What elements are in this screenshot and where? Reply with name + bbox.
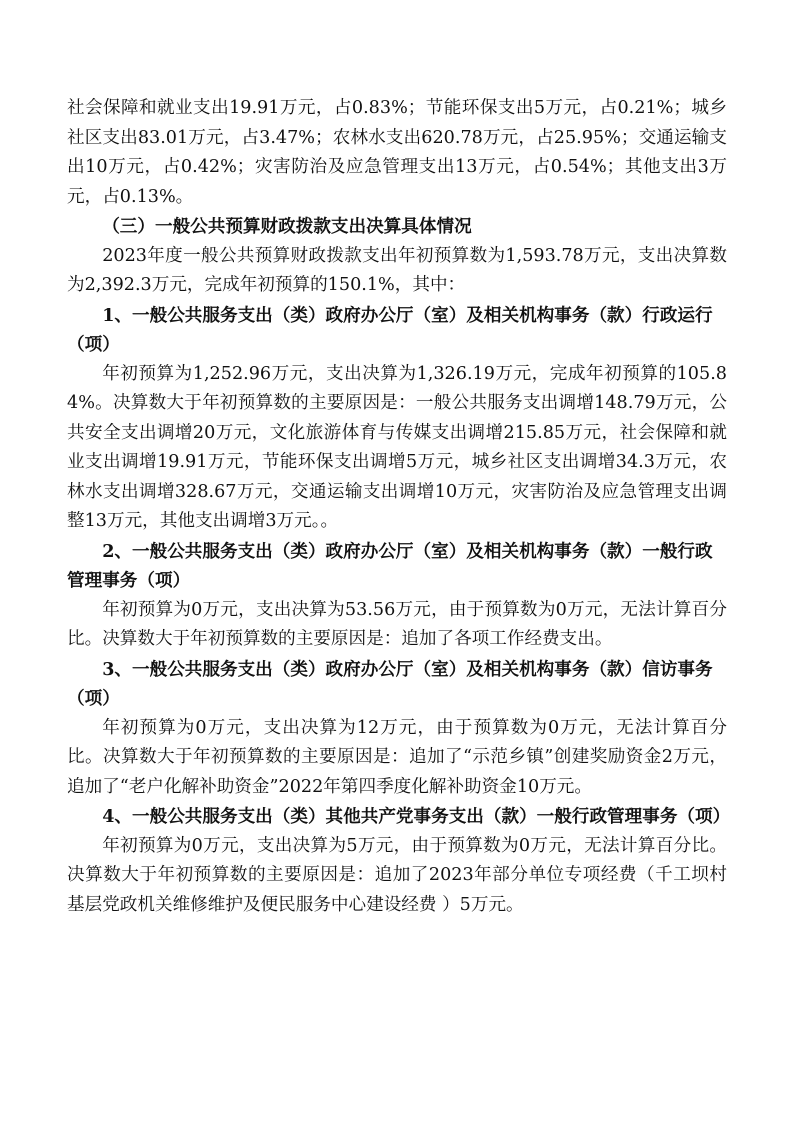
item-4 — [67, 802, 731, 920]
item-body: 年初预算为0万元，支出决算为12万元，由于预算数为0万元，无法计算百分比。决算数大于年初预算数的主要原因是：追加了“示范乡镇”创建奖励资金2万元，追加了“老户化解补助资金”2022年第四季度化解补助资金10万元。 — [67, 717, 727, 797]
item-3 — [67, 655, 727, 803]
intro-paragraph: 社会保障和就业支出19.91万元，占0.83%；节能环保支出5万元，占0.21%；城乡社区支出83.01万元，占3.47%；农林水支出620.78万元，占25.95%；交通运输支出10万元，占0.42%；灾害防治及应急管理支出13万元，占0.54%；其他支出3万元，占0.13%。 — [67, 98, 727, 207]
item-body: 年初预算为1,252.96万元，支出决算为1,326.19万元，完成年初预算的105.84%。决算数大于年初预算数的主要原因是：一般公共服务支出调增148.79万元，公共安全支出调增20万元，文化旅游体育与传媒支出调增215.85万元，社会保障和就业支出调增19.91万元，节能环保支出调增5万元，城乡社区支出调增34.3万元，农林水支出调增328.67万元，交通运输支出调增10万元，灾害防治及应急管理支出调整13万元，其他支出调增3万元。。 — [67, 363, 727, 531]
section-heading: （三）一般公共预算财政拨款支出决算具体情况 — [102, 216, 472, 237]
item-body: 年初预算为0万元，支出决算为5万元，由于预算数为0万元，无法计算百分比。决算数大于年初预算数的主要原因是：追加了2023年部分单位专项经费（千工坝村基层党政机关维修维护及便民服务中心建设经费 ）5万元。 — [67, 835, 727, 915]
item-body: 年初预算为0万元，支出决算为53.56万元，由于预算数为0万元，无法计算百分比。决算数大于年初预算数的主要原因是：追加了各项工作经费支出。 — [67, 599, 727, 649]
document-page — [67, 94, 731, 920]
item-heading: 2、一般公共服务支出（类）政府办公厅（室）及相关机构事务（款）一般行政管理事务（项） — [67, 540, 713, 591]
item-heading: 4、一般公共服务支出（类）其他共产党事务支出（款）一般行政管理事务（项） — [102, 806, 731, 827]
item-heading: 1、一般公共服务支出（类）政府办公厅（室）及相关机构事务（款）行政运行（项） — [67, 304, 713, 355]
section-summary: 2023年度一般公共预算财政拨款支出年初预算数为1,593.78万元，支出决算数为2,392.3万元，完成年初预算的150.1%，其中： — [67, 245, 727, 295]
item-2 — [67, 537, 727, 655]
item-heading: 3、一般公共服务支出（类）政府办公厅（室）及相关机构事务（款）信访事务（项） — [67, 658, 713, 709]
item-1 — [67, 301, 727, 537]
